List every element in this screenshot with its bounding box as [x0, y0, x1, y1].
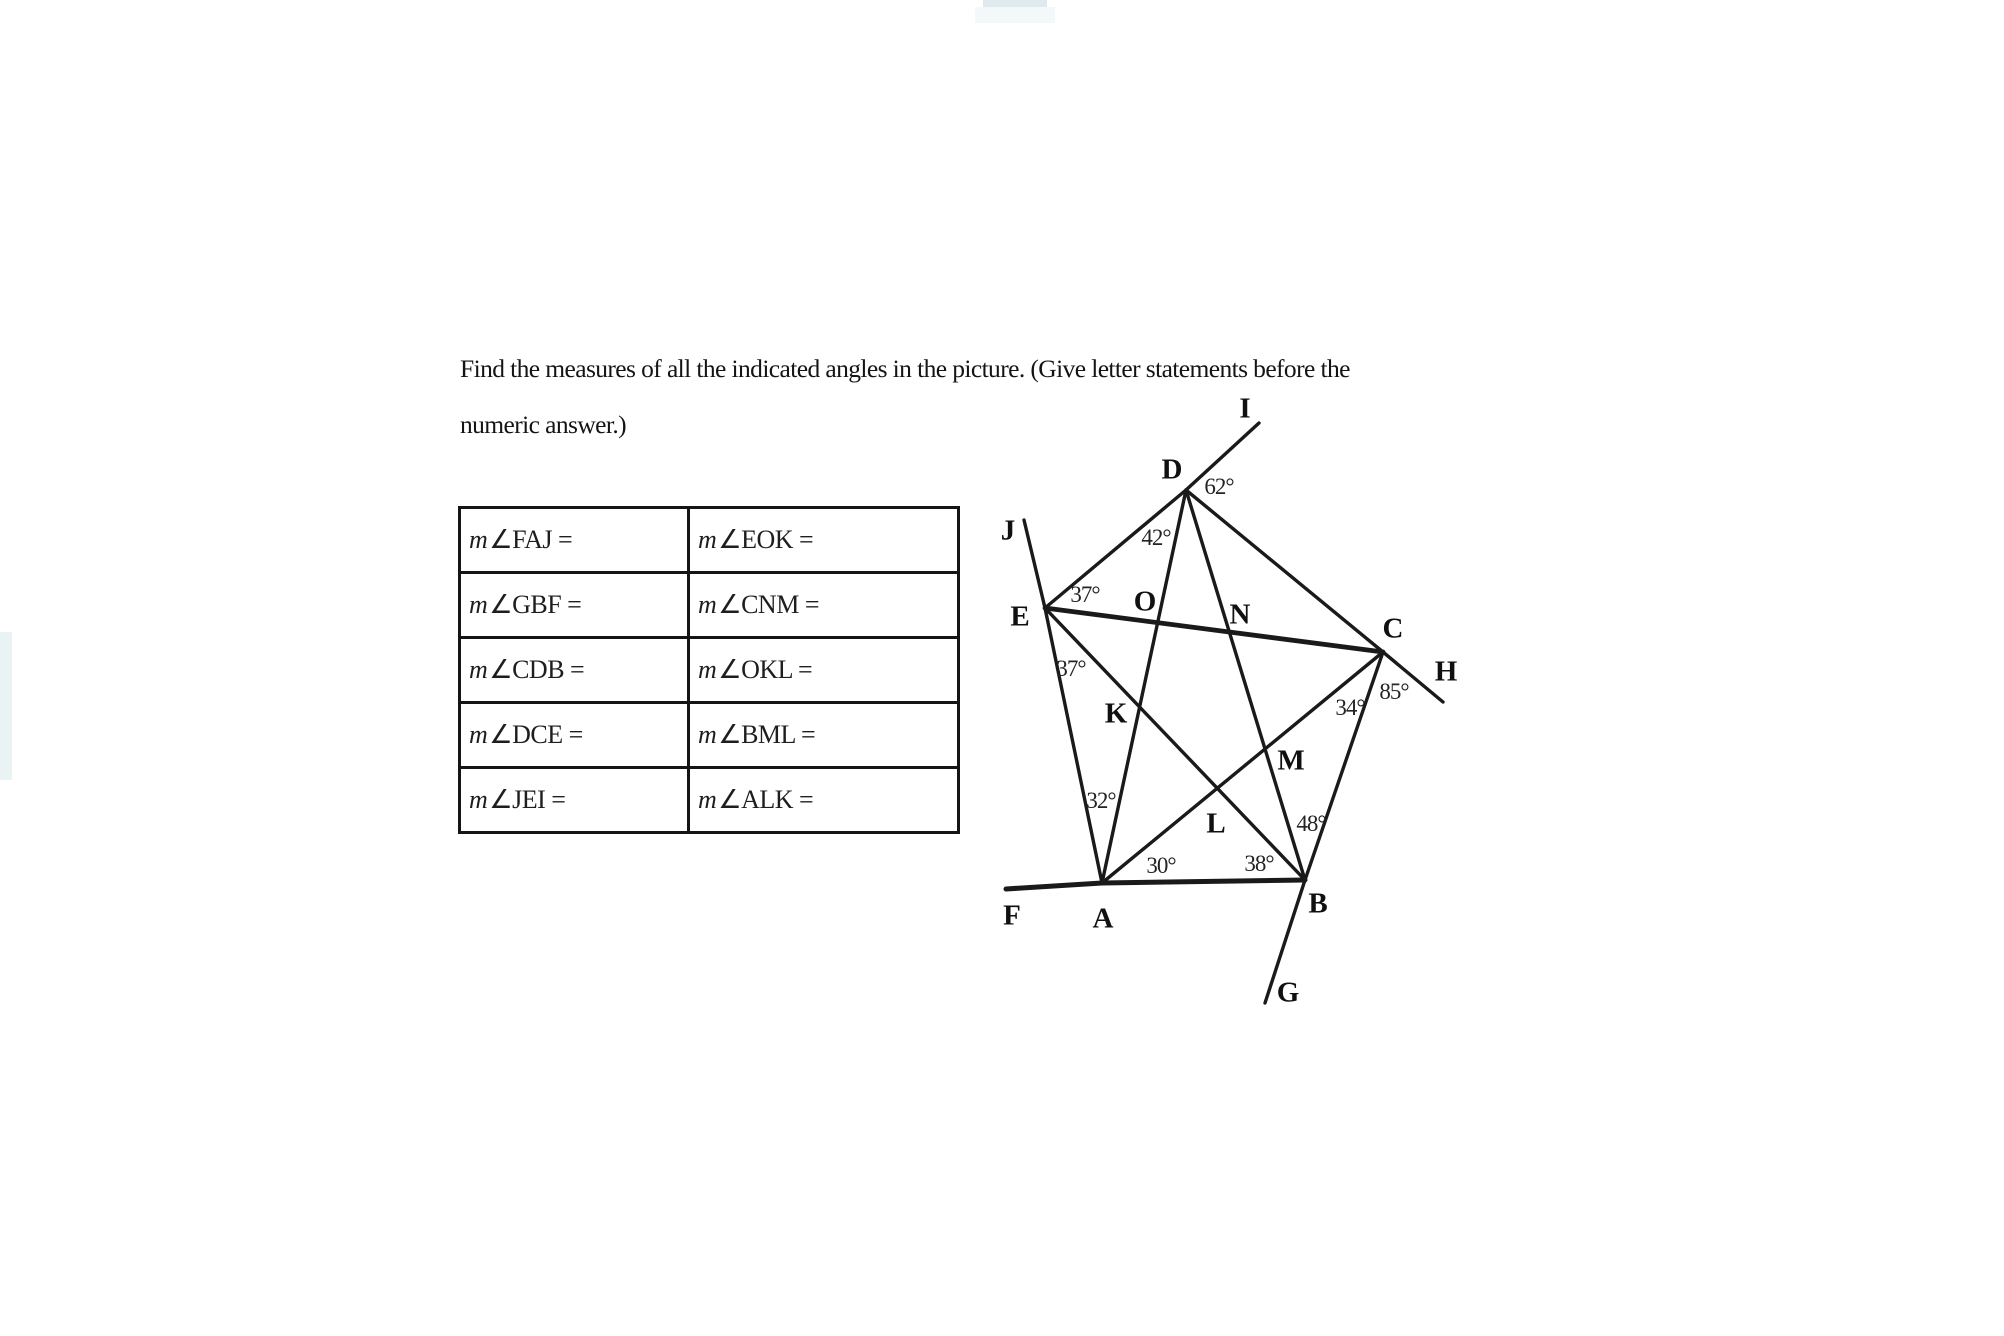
answer-cell: m∠GBF = [460, 573, 689, 638]
ray-AEJ [1024, 520, 1102, 883]
ray-BAF [1006, 880, 1305, 889]
ray-DCH [1186, 490, 1443, 702]
instructions-line2: numeric answer.) [460, 410, 626, 439]
answer-cell: m∠JEI = [460, 768, 689, 833]
answer-cell: m∠CDB = [460, 638, 689, 703]
angle-label-62deg-0: 62° [1204, 474, 1234, 499]
point-label-N: N [1229, 598, 1251, 631]
ray-EDI [1045, 423, 1259, 608]
answer-cell: m∠ALK = [689, 768, 959, 833]
angle-label-85deg-9: 85° [1379, 679, 1409, 704]
point-label-D: D [1161, 453, 1183, 486]
angle-label-30deg-5: 30° [1146, 853, 1176, 878]
angle-label-34deg-8: 34° [1335, 695, 1365, 720]
point-label-O: O [1133, 585, 1157, 618]
angle-label-32deg-4: 32° [1086, 788, 1116, 813]
instructions-line1: Find the measures of all the indicated angles in the picture. (Give letter statements before the [460, 354, 1350, 383]
point-label-K: K [1104, 697, 1128, 730]
diagonal-BE [1045, 608, 1305, 880]
answer-cell: m∠EOK = [689, 508, 959, 573]
diagonal-CE [1045, 608, 1383, 652]
answer-cell: m∠BML = [689, 703, 959, 768]
point-label-F: F [1003, 899, 1021, 932]
angle-label-42deg-1: 42° [1141, 525, 1171, 550]
point-label-J: J [1000, 514, 1016, 547]
point-label-H: H [1434, 655, 1458, 688]
point-label-I: I [1239, 392, 1251, 425]
point-label-A: A [1092, 902, 1114, 935]
answer-cell: m∠DCE = [460, 703, 689, 768]
angle-label-37deg-3: 37° [1056, 656, 1086, 681]
point-label-B: B [1308, 887, 1328, 920]
point-label-L: L [1206, 807, 1226, 840]
point-label-E: E [1010, 600, 1030, 633]
point-label-C: C [1382, 612, 1404, 645]
diagonal-BD [1186, 490, 1305, 880]
point-label-M: M [1277, 744, 1305, 777]
answer-cell: m∠CNM = [689, 573, 959, 638]
angle-label-48deg-7: 48° [1296, 811, 1326, 836]
angle-label-38deg-6: 38° [1244, 851, 1274, 876]
answer-cell: m∠OKL = [689, 638, 959, 703]
point-label-G: G [1276, 976, 1300, 1009]
angle-label-37deg-2: 37° [1070, 582, 1100, 607]
answer-cell: m∠FAJ = [460, 508, 689, 573]
